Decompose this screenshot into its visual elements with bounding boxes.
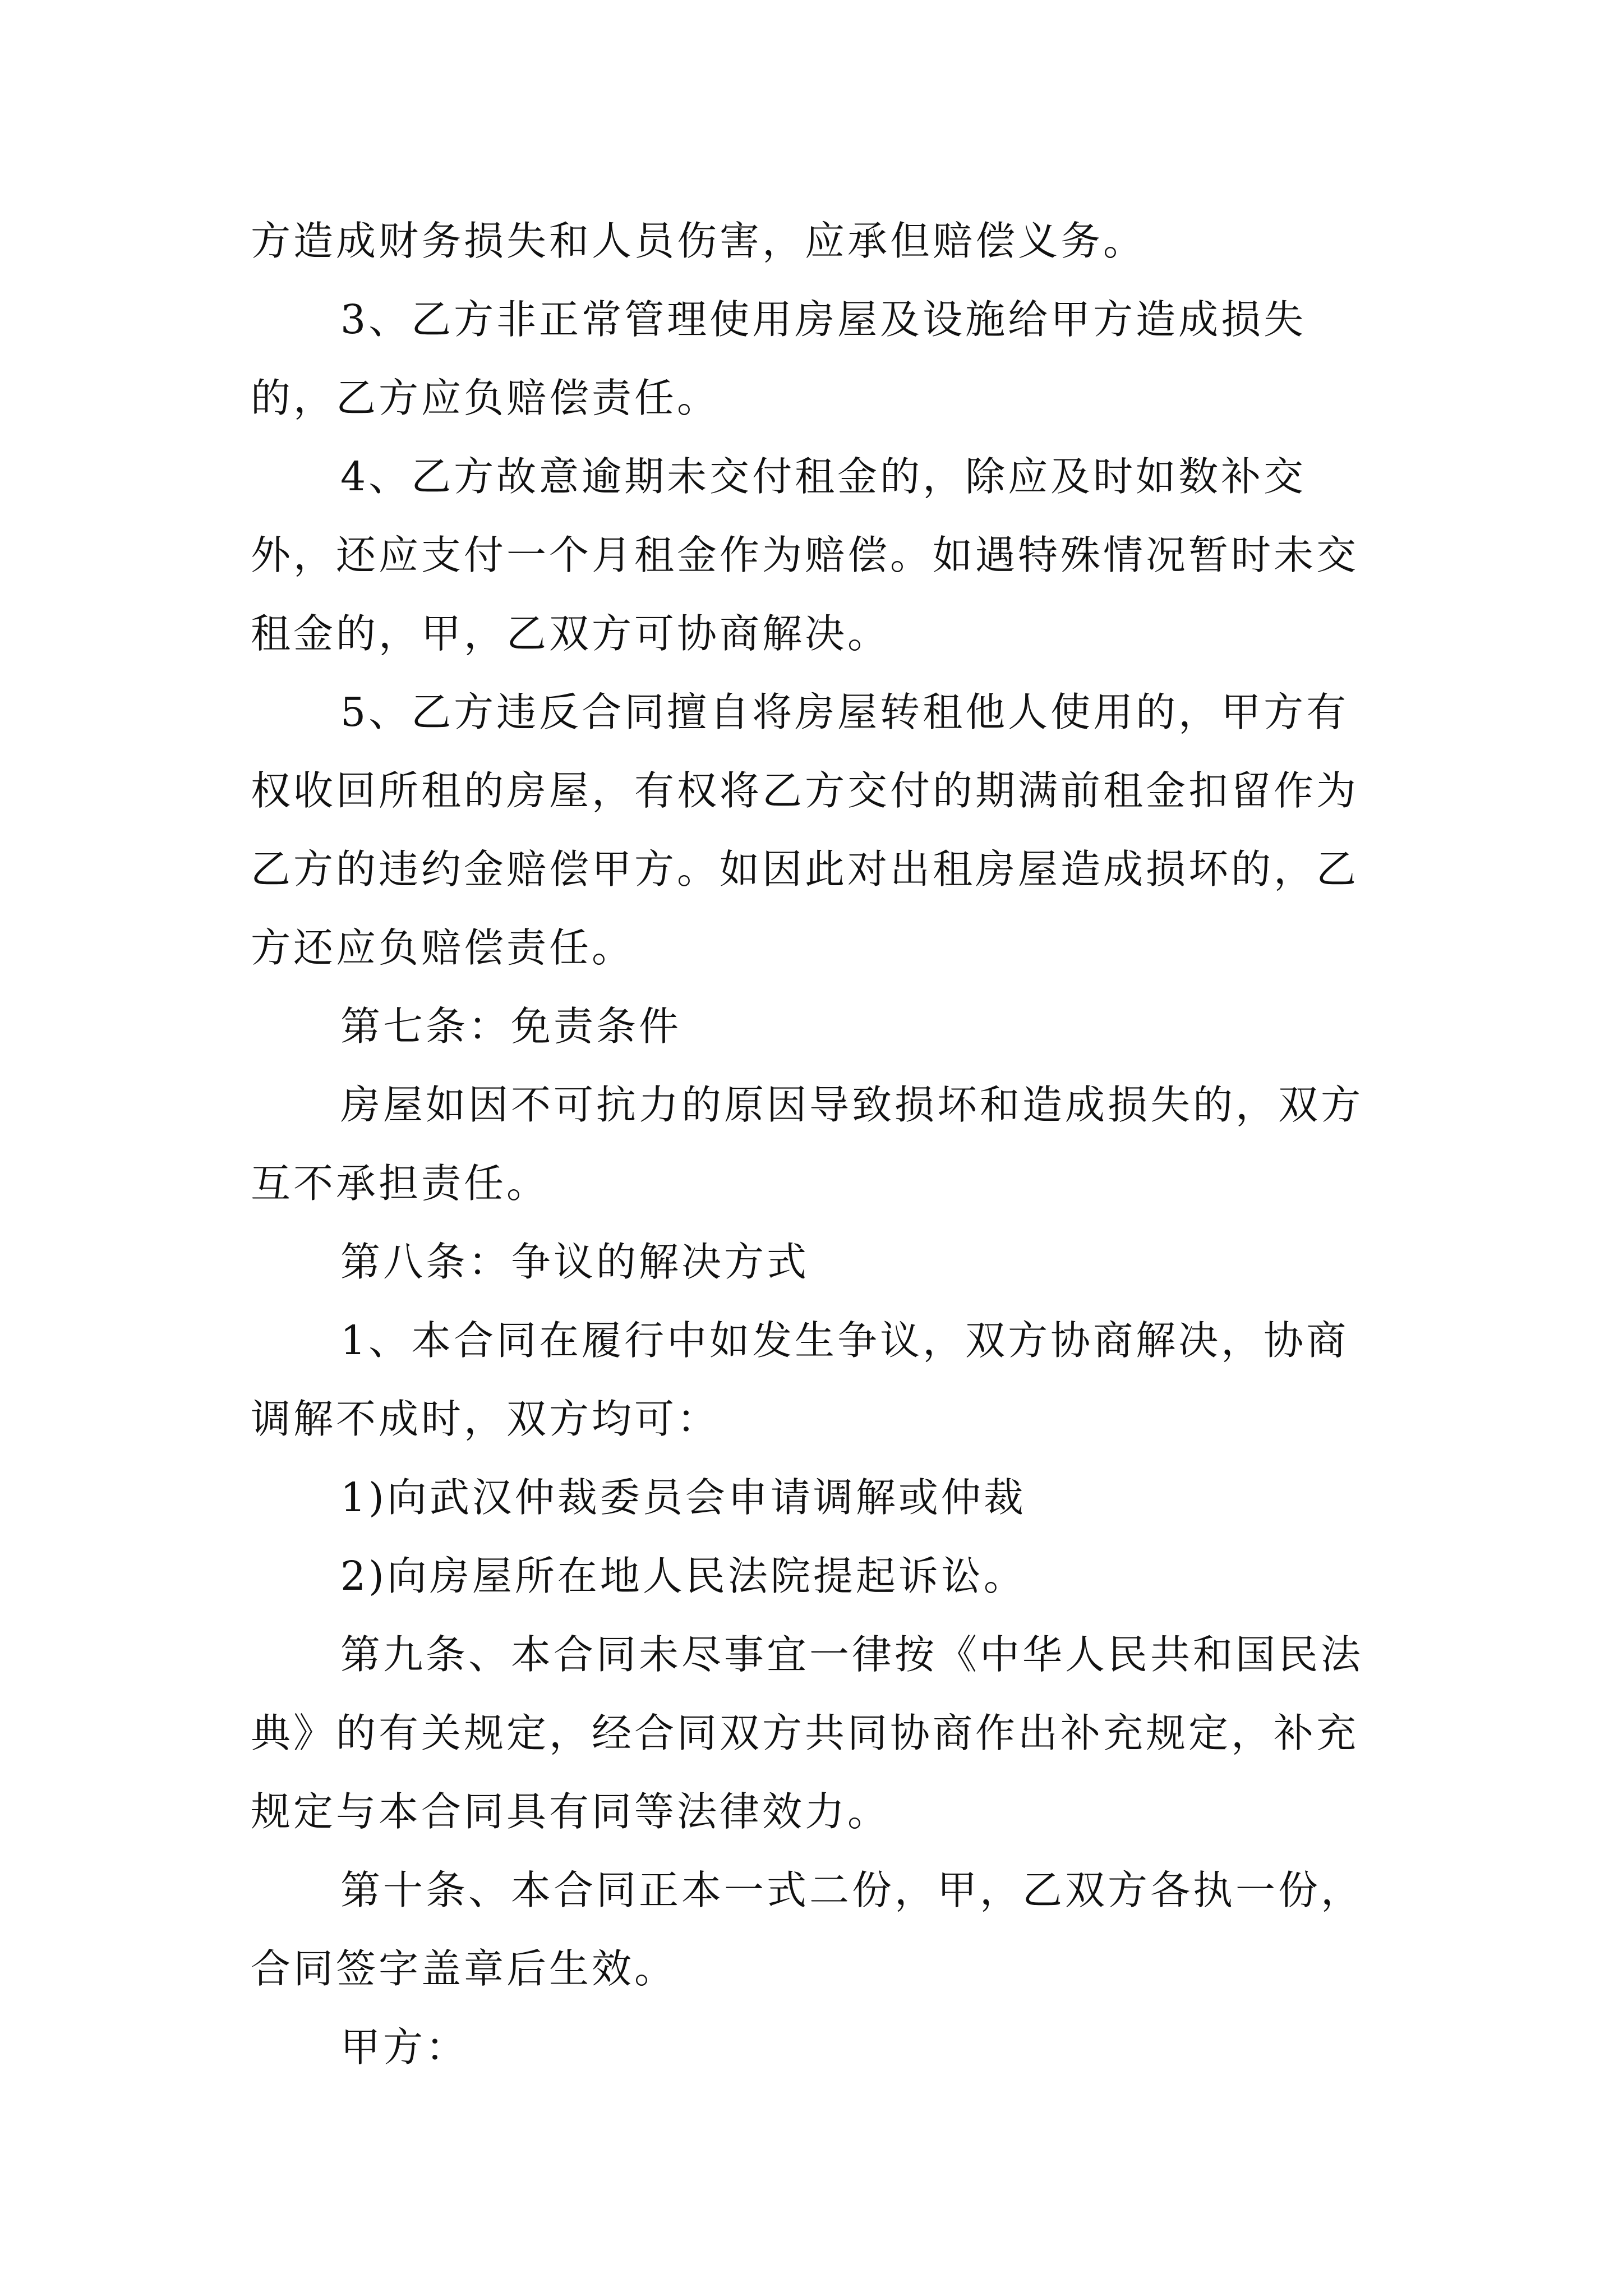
paragraph-dispute-option-1: 1)向武汉仲裁委员会申请调解或仲裁: [340, 1474, 1026, 1521]
paragraph-article-10: 第十条、本合同正本一式二份，甲，乙双方各执一份，合同签字盖章后生效。: [251, 1867, 1364, 1992]
paragraph-force-majeure: 房屋如因不可抗力的原因导致损坏和造成损失的，双方互不承担责任。: [251, 1082, 1364, 1207]
heading-article-7: 第七条：免责条件: [340, 1003, 682, 1050]
document-body: [251, 202, 1389, 2087]
paragraph-clause-4: 4、乙方故意逾期未交付租金的，除应及时如数补交外，还应支付一个月租金作为赔偿。如遇特殊情况暂时未交租金的，甲，乙双方可协商解决。: [251, 453, 1359, 657]
signature-party-a-label: 甲方：: [340, 2024, 469, 2070]
paragraph-article-9: 第九条、本合同未尽事宜一律按《中华人民共和国民法典》的有关规定，经合同双方共同协商作出补充规定，补充规定与本合同具有同等法律效力。: [251, 1631, 1364, 1835]
heading-article-8: 第八条：争议的解决方式: [340, 1239, 810, 1285]
paragraph-dispute-option-2: 2)向房屋所在地人民法院提起诉讼。: [340, 1553, 1026, 1599]
paragraph-clause-3: 3、乙方非正常管理使用房屋及设施给甲方造成损失的，乙方应负赔偿责任。: [251, 296, 1307, 421]
paragraph-dispute-1: 1、本合同在履行中如发生争议，双方协商解决，协商调解不成时，双方均可：: [251, 1317, 1349, 1442]
paragraph-clause-5: 5、乙方违反合同擅自将房屋转租他人使用的，甲方有权收回所租的房屋，有权将乙方交付的期满前租金扣留作为乙方的违约金赔偿甲方。如因此对出租房屋造成损坏的，乙方还应负赔偿责任。: [251, 689, 1359, 971]
paragraph-liability-continued: 方造成财务损失和人员伤害，应承但赔偿义务。: [251, 218, 1146, 264]
